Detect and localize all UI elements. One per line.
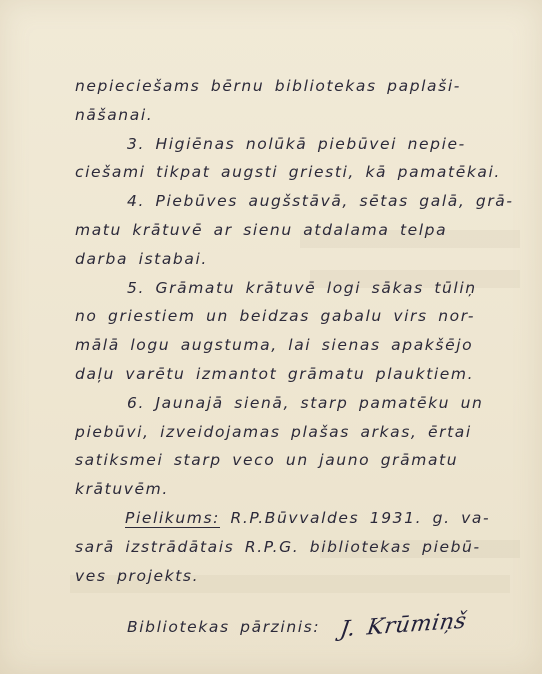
letter-line-point-6: 6. Jaunajā sienā, starp pamatēku un xyxy=(127,393,484,412)
letter-line: matu krātuvē ar sienu atdalama telpa xyxy=(75,220,448,239)
letter-line: krātuvēm. xyxy=(75,480,169,499)
letter-line: daļu varētu izmantot grāmatu plauktiem. xyxy=(75,364,475,383)
letter-line-point-4: 4. Piebūves augšstāvā, sētas galā, grā- xyxy=(127,192,514,211)
letter-line: ciešami tikpat augsti griesti, kā pamatēkai. xyxy=(75,163,501,182)
letter-line: mālā logu augstuma, lai sienas apakšējo xyxy=(75,336,474,355)
letter-line: nāšanai. xyxy=(75,105,154,124)
letter-line: darba istabai. xyxy=(75,249,208,268)
signature-title: Bibliotekas pārzinis: xyxy=(127,618,321,637)
appendix-line xyxy=(75,504,535,533)
signature: J. Krūmiņš xyxy=(338,609,468,643)
appendix-line: ves projekts. xyxy=(75,566,200,585)
letter-line-point-5: 5. Grāmatu krātuvē logi sākas tūliņ xyxy=(127,278,477,297)
letter-line: nepieciešams bērnu bibliotekas paplaši- xyxy=(75,77,461,95)
appendix-label: Pielikums: xyxy=(125,508,220,527)
appendix-line: sarā izstrādātais R.P.G. bibliotekas piebū- xyxy=(75,537,481,556)
letter-line-point-3: 3. Higiēnas nolūkā piebūvei nepie- xyxy=(127,134,466,153)
letter-line: piebūvi, izveidojamas plašas arkas, ērtai xyxy=(75,422,472,441)
signature-block xyxy=(75,606,535,646)
appendix-text: R.P.Būvvaldes 1931. g. va- xyxy=(230,508,491,527)
letter-line: no griestiem un beidzas gabalu virs nor- xyxy=(75,307,476,326)
letter-line: satiksmei starp veco un jauno grāmatu xyxy=(75,451,459,470)
letter-body xyxy=(75,72,535,646)
